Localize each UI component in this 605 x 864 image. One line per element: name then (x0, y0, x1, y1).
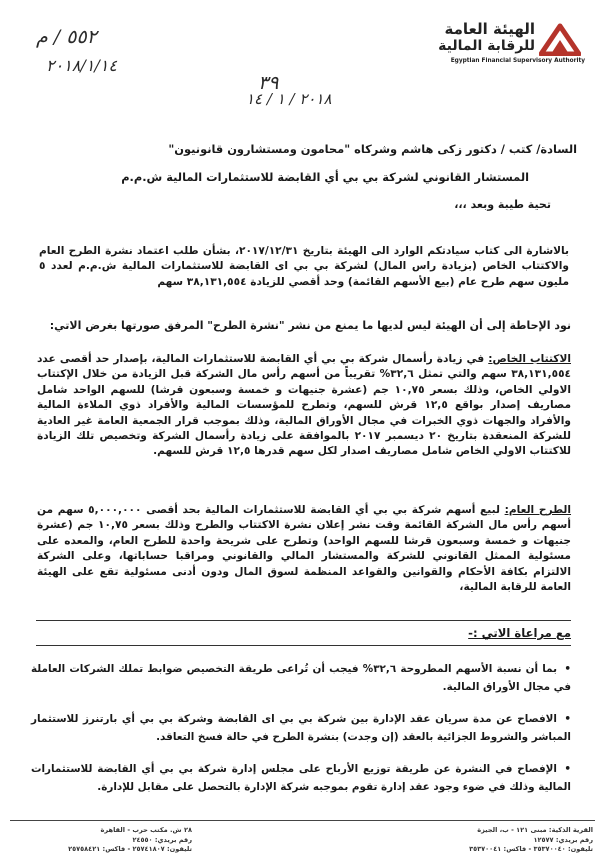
footer-address-right: القرية الذكية: مبنى ١٢١ - ب، الجيزة رقم بريدي: ١٢٥٧٧ تليفون: ٣٥٣٧٠٠٤٠ - فاكس: ٣٥٣٧٠٠٤١ (469, 826, 593, 853)
condition-item: •الافصاح عن مدة سريان عقد الإدارة بين شركة بي بي اى القابضة وشركة بي بي أي بارتنرز للاستثمار المباشر والشروط الجزائية بالعقد (إن وجدت) بنشرة الطرح في حالة فسخ التعاقد. (31, 710, 571, 746)
handwritten-note-date: ٢٠١٨ / ١ / ١٤ (246, 90, 332, 108)
conditions-heading: مع مراعاة الاتي :- (468, 626, 571, 640)
condition-item: •الإفصاح في النشرة عن طريقة توزيع الأرباح على مجلس إدارة شركة بي بي أي القابضة للاستثمارات المالية وذلك في ضوء وجود عقد إدارة تقوم بموجبه شركة الإدارة بالتحصل على مقابل للإدارة. (31, 760, 571, 796)
logo-arabic-title: الهيئة العامة (444, 20, 535, 38)
bullet-icon: • (564, 713, 571, 725)
footer-divider (10, 820, 595, 821)
public-offering-label: الطرح العام: (504, 504, 572, 516)
private-placement-text: في زيادة رأسمال شركة بي بي أي القابضة للاستثمارات المالية، بإصدار حد أقصى عدد ٣٨,١٣١,٥٥٤ سهم والتي تمثل ٣٢,٦% تقريباً من أسهم رأس مال الشركة قبل الزيادة من خلال الإكتتاب الاولي الخاص، وذلك بسعر ١٠,٧٥ جم (عشرة جنيهات و خمسة وسبعون قرشا) للسهم الواحد شامل مصاريف إصدار بواقع ١٢,٥ قرش للسهم، وتطرح للمؤسسات المالية والأفراد ذوي الملاءة المالية والأفراد والجهات ذوي الخبرات في مجال الأوراق المالية، وذلك بموجب قرار الجمعية العامة غير العادية للشركة المنعقدة بتاريخ ٢٠ ديسمبر ٢٠١٧ بالموافقة على زيادة رأسمال الشركة وتخصيص تلك الزيادة للاكتتاب الاولي الخاص شامل مصاريف اصدار لكل سهم قدرها ١٢,٥ قرش للسهم. (37, 353, 572, 458)
divider-bottom (36, 645, 571, 646)
approval-paragraph: نود الإحاطة إلى أن الهيئة ليس لديها ما يمنع من نشر "نشرة الطرح" المرفق صورتها بغرض الاتي: (49, 319, 571, 332)
public-offering-paragraph (37, 503, 571, 595)
reference-paragraph: بالاشارة الى كتاب سيادتكم الوارد الى الهيئة بتاريخ ٢٠١٧/١٢/٣١، بشأن طلب اعتماد نشرة الطرح العام والاكتتاب الخاص (بزيادة راس المال) لشركة بي بي اى القابضة للاستثمارات المالية ش.م.م لعدد ٥ مليون سهم طرح عام (بيع الأسهم القائمة) وحد أقصي للزيادة ٣٨,١٣١,٥٥٤ سهم (39, 245, 569, 288)
greeting-line: تحية طيبة وبعد ،،، (454, 198, 551, 211)
handwritten-note-number: ٣٩ (258, 72, 279, 94)
footer-address-left: ٢٨ ش. مكتب حرب - القاهرة رقم بريدي: ٢٤٥٥٠ تليفون: ٢٥٧٤١٨٠٧ - فاكس: ٢٥٧٥٨٤٢١ (68, 826, 192, 853)
condition-item: •بما أن نسبة الأسهم المطروحة ٣٢,٦% فيجب أن تُراعى طريقة التخصيص ضوابط تملك الشركات العاملة في مجال الأوراق المالية. (31, 660, 571, 696)
logo-english-title: Egyptian Financial Supervisory Authority (450, 58, 585, 64)
addressee-line: السادة/ كتب / دكتور زكى هاشم وشركاه "محامون ومستشارون قانونيون" (168, 142, 577, 156)
logo-arabic-subtitle: للرقابة المالية (438, 38, 535, 54)
public-offering-text: لبيع أسهم شركة بي بي أي القابضة للاستثمارات المالية بحد أقصى ٥,٠٠٠,٠٠٠ سهم من أسهم رأس مال الشركة القائمة وقت نشر إعلان نشرة الاكتتاب والطرح وذلك بسعر ١٠,٧٥ جم (عشرة جنيهات و خمسة وسبعون قرشا للسهم الواحد) وتطرح على شريحة واحدة للطرح العام، والمعده على مسئولية الممثل القانوني للشركة والمستشار المالي والقانوني ومراقبا حساباتها، وعلى الشركة الالتزام بكافة الأحكام والقوانين والقواعد المنظمة لسوق المال ودون أدنى مسئولية تقع على الهيئة العامة للرقابة المالية، (37, 504, 571, 594)
private-placement-label: الاكتتاب الخاص: (488, 353, 571, 365)
bullet-icon: • (564, 763, 571, 775)
efsa-logo-icon (539, 20, 581, 56)
handwritten-reference-date: ٢٠١٨/١/١٤ (46, 56, 117, 75)
private-placement-paragraph (37, 352, 571, 460)
subject-line: المستشار القانوني لشركة بي بي أي القابضة للاستثمارات المالية ش.م.م (121, 170, 529, 184)
divider-top (36, 620, 571, 621)
handwritten-reference-number: ٥٥٢ / م (36, 26, 97, 48)
bullet-icon: • (564, 663, 571, 675)
